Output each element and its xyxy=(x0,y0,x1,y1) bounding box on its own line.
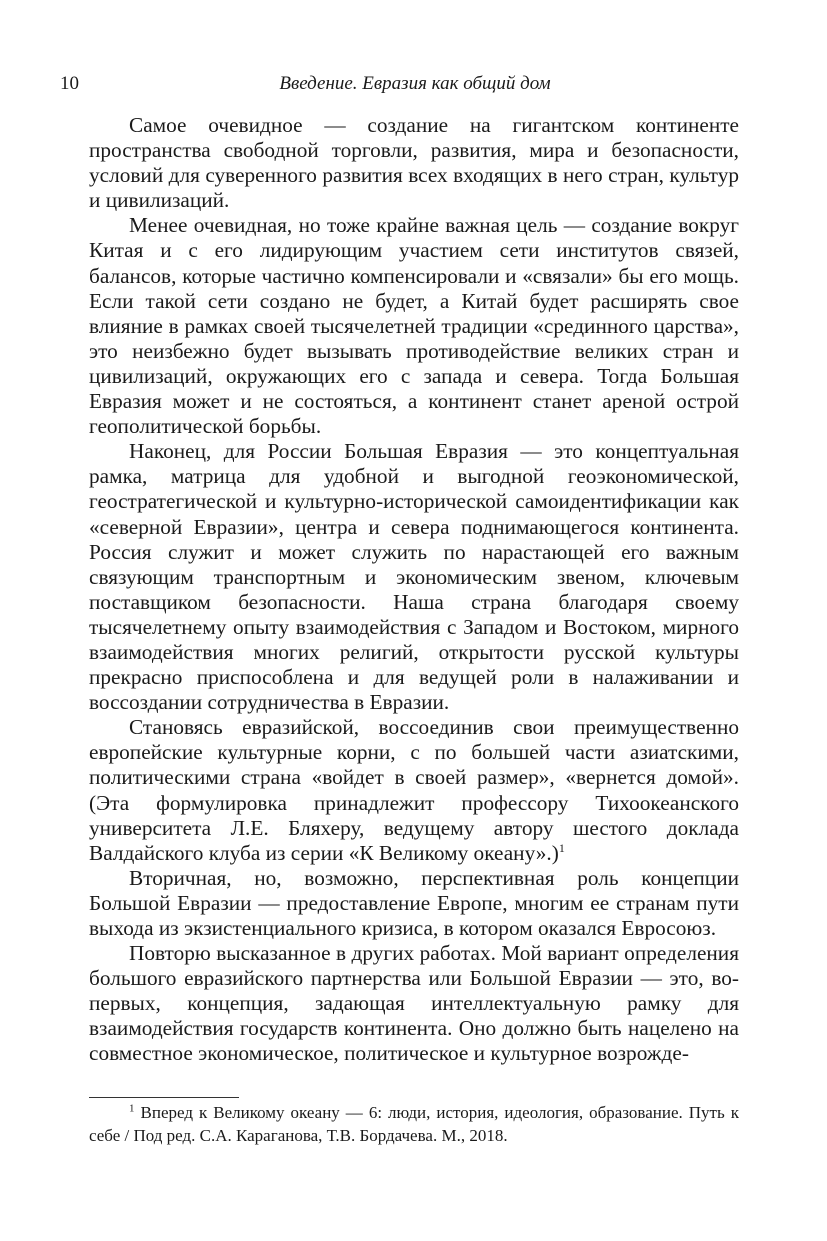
paragraph-text: Становясь евразийской, воссоединив свои преимущественно европейские культурные корни, с по большей части азиатскими, политическими страна «войдет в своей размер», «вернется домой». (Эта формулировка принадлежит профессору Тихоокеанского университета Л.Е. Бляхеру, ведущему автору шестого доклада Валдайского клуба из серии «К Великому океану».) xyxy=(89,715,739,865)
paragraph: Наконец, для России Большая Евразия — это концептуальная рамка, матрица для удобной и выгодной геоэкономической, геостратегической и культурно-исторической самоидентификации как «северной Евразии», центра и севера поднимающегося континента. Россия служит и может служить по нарастающей его важным связующим транспортным и экономическим звеном, ключевым поставщиком безопасности. Наша страна благодаря своему тысячелетнему опыту взаимодействия с Западом и Востоком, мирного взаимодействия многих религий, открытости русской культуры прекрасно приспособлена и для ведущей роли в налаживании и воссоздании сотрудничества в Евразии. xyxy=(89,439,739,715)
footnote-divider xyxy=(89,1097,239,1098)
paragraph: Менее очевидная, но тоже крайне важная цель — создание вокруг Китая и с его лидирующим участием сети институтов связей, балансов, которые частично компенсировали и «связали» бы его мощь. Если такой сети создано не будет, а Китай будет расширять свое влияние в рамках своей тысячелетней традиции «срединного царства», это неизбежно будет вызывать противодействие великих стран и цивилизаций, окружающих его с запада и севера. Тогда Большая Евразия может и не состояться, а континент станет ареной острой геополитической борьбы. xyxy=(89,213,739,439)
footnote-marker: 1 xyxy=(129,1102,135,1115)
running-title: Введение. Евразия как общий дом xyxy=(279,73,551,94)
footnote xyxy=(89,1101,739,1147)
paragraph: Самое очевидное — создание на гигантском континенте пространства свободной торговли, развития, мира и безопасности, условий для суверенного развития всех входящих в него стран, культур и цивилизаций. xyxy=(89,113,739,213)
footnote-text: Вперед к Великому океану — 6: люди, история, идеология, образование. Путь к себе / Под ред. С.А. Караганова, Т.В. Бордачева. М., 2018. xyxy=(89,1103,739,1145)
page-header xyxy=(60,70,740,98)
footnote-reference: 1 xyxy=(558,840,565,855)
page-number: 10 xyxy=(60,73,79,94)
main-text xyxy=(89,113,739,1067)
paragraph: Повторю высказанное в других работах. Мой вариант определения большого евразийского партнерства или Большой Евразии — это, во-первых, концепция, задающая интеллектуальную рамку для взаимодействия государств континента. Оно должно быть нацелено на совместное экономическое, политическое и культурное возрожде- xyxy=(89,941,739,1066)
paragraph: Вторичная, но, возможно, перспективная роль концепции Большой Евразии — предоставление Европе, многим ее странам пути выхода из экзистенциального кризиса, в котором оказался Евросоюз. xyxy=(89,865,739,940)
paragraph-with-footnote xyxy=(89,715,739,866)
